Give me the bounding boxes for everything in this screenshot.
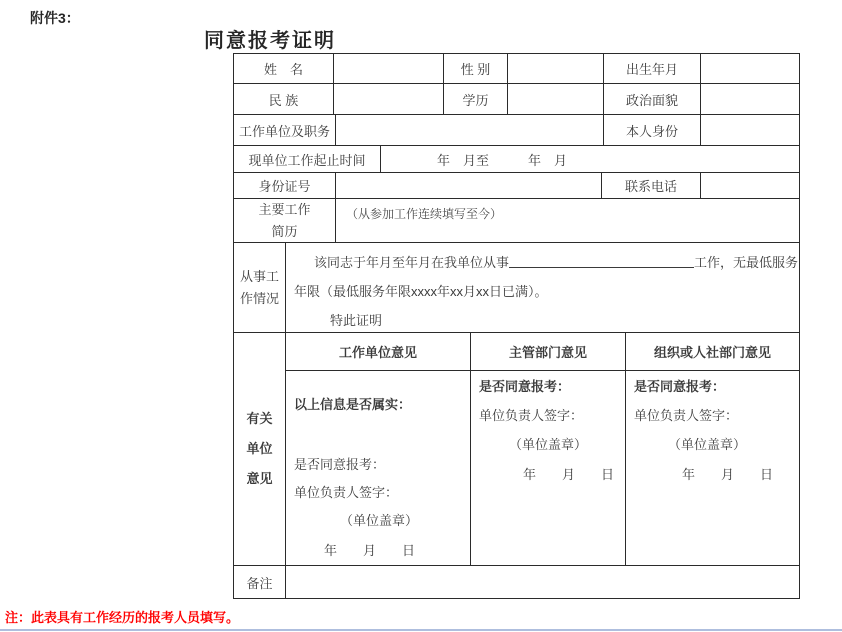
work-resume-label xyxy=(234,199,336,243)
birth-date-label: 出生年月 xyxy=(604,54,701,84)
unit-seal-line: （单位盖章） xyxy=(668,437,747,452)
supervisor-opinion-header: 主管部门意见 xyxy=(471,333,626,371)
work-period-field[interactable]: 年 月至 年 月 xyxy=(381,146,800,173)
signature-line: 单位负责人签字： xyxy=(479,408,584,423)
identity-label: 本人身份 xyxy=(604,115,701,146)
work-unit-field[interactable] xyxy=(336,115,604,146)
signature-line: 单位负责人签字： xyxy=(634,408,739,423)
identity-field[interactable] xyxy=(701,115,800,146)
fill-blank-underline[interactable] xyxy=(509,254,694,268)
work-status-line2: 年限（最低服务年限xxxx年xx月xx日已满）。 xyxy=(294,284,548,299)
work-status-line3: 特此证明 xyxy=(330,313,383,328)
info-true-line: 以上信息是否属实： xyxy=(294,397,412,412)
unit-seal-line: （单位盖章） xyxy=(340,513,419,528)
work-status-line1-pre: 该同志于年月至年月在我单位从事 xyxy=(314,255,510,270)
table-row xyxy=(234,566,800,599)
agree-apply-line: 是否同意报考： xyxy=(479,379,571,394)
application-form-table xyxy=(233,53,800,599)
table-row xyxy=(234,115,800,146)
work-resume-label-line2: 简历 xyxy=(271,223,298,239)
unit-opinions-label-line1: 有关 xyxy=(246,411,273,426)
unit-opinions-section xyxy=(234,333,800,566)
work-unit-label: 工作单位及职务 xyxy=(234,115,336,146)
hr-dept-opinion-field[interactable] xyxy=(626,371,800,566)
footnote-text: 此表具有工作经历的报考人员填写。 xyxy=(31,610,240,625)
birth-date-field[interactable] xyxy=(701,54,800,84)
unit-opinions-label-line3: 意见 xyxy=(246,471,273,486)
id-number-field[interactable] xyxy=(336,173,602,199)
bottom-divider xyxy=(0,629,842,631)
remark-field[interactable] xyxy=(286,566,800,599)
work-status-label xyxy=(234,243,286,333)
date-line: 年 月 日 xyxy=(523,467,615,482)
id-number-label: 身份证号 xyxy=(234,173,336,199)
supervisor-opinion-column xyxy=(471,333,626,566)
work-status-line1-post: 工作，无最低服务 xyxy=(694,255,799,270)
work-status-label-line2: 作情况 xyxy=(239,290,279,306)
work-period-label: 现单位工作起止时间 xyxy=(234,146,381,173)
agree-apply-line: 是否同意报考： xyxy=(294,457,386,472)
hr-dept-opinion-column xyxy=(626,333,800,566)
page-title: 同意报考证明 xyxy=(204,30,336,52)
education-label: 学历 xyxy=(444,84,508,115)
footnote xyxy=(5,607,239,626)
table-row xyxy=(234,199,800,243)
work-resume-field[interactable]: （从参加工作连续填写至今） xyxy=(336,199,800,243)
table-row xyxy=(234,54,800,84)
work-status-field[interactable] xyxy=(286,243,800,333)
employer-opinion-field[interactable] xyxy=(286,371,471,566)
agree-apply-line: 是否同意报考： xyxy=(634,379,726,394)
remark-label: 备注 xyxy=(234,566,286,599)
table-row xyxy=(234,173,800,199)
date-line: 年 月 日 xyxy=(324,543,416,558)
political-status-field[interactable] xyxy=(701,84,800,115)
table-row xyxy=(234,84,800,115)
footnote-prefix: 注： xyxy=(5,610,32,625)
table-row xyxy=(234,243,800,333)
signature-line: 单位负责人签字： xyxy=(294,485,399,500)
unit-opinions-label-line2: 单位 xyxy=(246,441,273,456)
name-label: 姓 名 xyxy=(234,54,334,84)
unit-opinions-label xyxy=(234,333,286,566)
work-resume-label-line1: 主要工作 xyxy=(258,201,311,217)
phone-field[interactable] xyxy=(701,173,800,199)
phone-label: 联系电话 xyxy=(602,173,701,199)
ethnicity-label: 民 族 xyxy=(234,84,334,115)
ethnicity-field[interactable] xyxy=(334,84,444,115)
gender-field[interactable] xyxy=(508,54,604,84)
education-field[interactable] xyxy=(508,84,604,115)
supervisor-opinion-field[interactable] xyxy=(471,371,626,566)
unit-seal-line: （单位盖章） xyxy=(509,437,588,452)
date-line: 年 月 日 xyxy=(682,467,774,482)
work-status-label-line1: 从事工 xyxy=(239,268,279,284)
employer-opinion-header: 工作单位意见 xyxy=(286,333,471,371)
attachment-label: 附件3： xyxy=(30,10,80,26)
name-field[interactable] xyxy=(334,54,444,84)
work-status-line1 xyxy=(294,248,799,277)
table-row xyxy=(234,146,800,173)
political-status-label: 政治面貌 xyxy=(604,84,701,115)
hr-dept-opinion-header: 组织或人社部门意见 xyxy=(626,333,800,371)
gender-label: 性 别 xyxy=(444,54,508,84)
employer-opinion-column xyxy=(286,333,471,566)
